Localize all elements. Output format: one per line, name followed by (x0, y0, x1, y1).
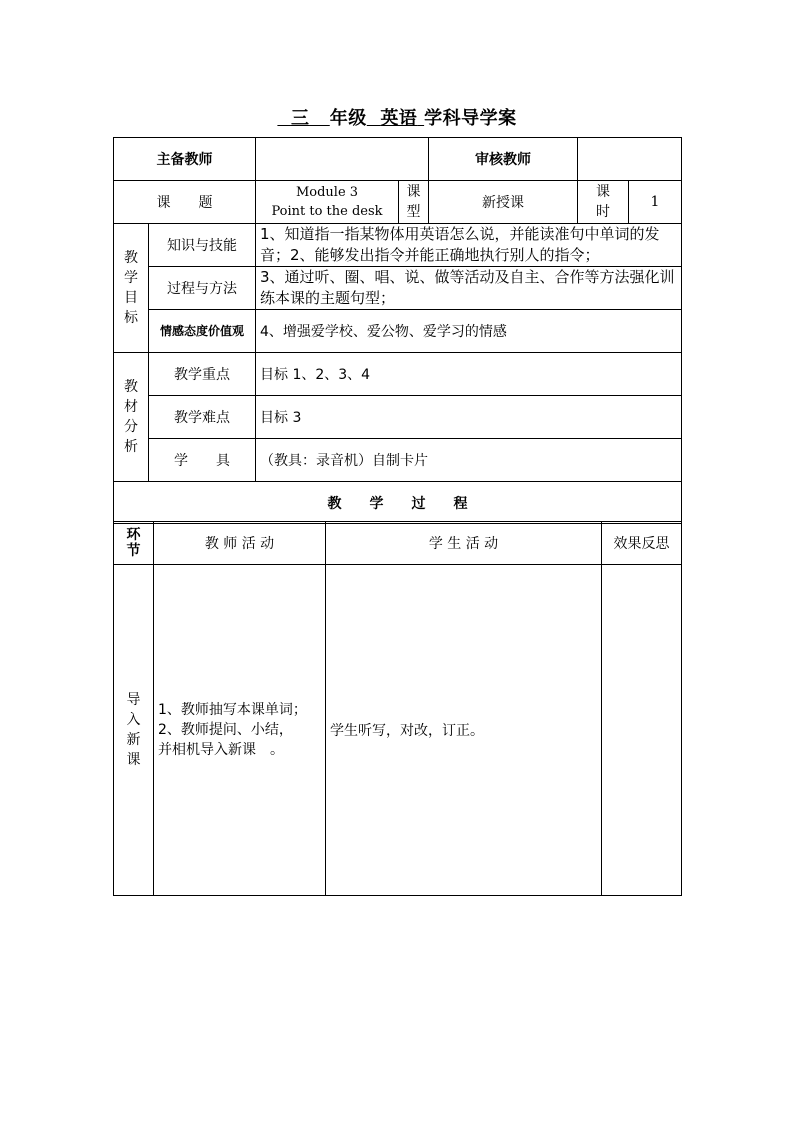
process-heading: 教 学 过 程 (114, 482, 682, 524)
process-row (114, 565, 682, 896)
title-grade-suffix: 年级 (329, 108, 367, 129)
reviewer-label: 审核教师 (429, 138, 578, 181)
teacher-activity: 1、教师抽写本课单词； 2、教师提问、小结， 并相机导入新课 。 (154, 565, 326, 896)
page-title (0, 104, 794, 130)
analysis-label-tools: 学 具 (149, 439, 256, 482)
goal-label-knowledge: 知识与技能 (149, 224, 256, 267)
type-label: 课 型 (399, 181, 429, 224)
topic-line-2: Point to the desk (271, 204, 383, 219)
reviewer-value (578, 138, 682, 181)
periods-label: 课 时 (578, 181, 629, 224)
analysis-text-key: 目标 1、2、3、4 (256, 353, 682, 396)
topic-label: 课 题 (114, 181, 256, 224)
lead-teacher-label: 主备教师 (114, 138, 256, 181)
lead-teacher-value (256, 138, 429, 181)
goals-group-label: 教 学 目 标 (114, 224, 149, 353)
analysis-text-difficulty: 目标 3 (256, 396, 682, 439)
analysis-label-difficulty: 教学难点 (149, 396, 256, 439)
goal-label-process: 过程与方法 (149, 267, 256, 310)
topic-value (256, 181, 399, 224)
title-grade: 三 (290, 108, 310, 129)
type-value: 新授课 (429, 181, 578, 224)
goal-text-process: 3、通过听、圈、唱、说、做等活动及自主、合作等方法强化训练本课的主题句型； (256, 267, 682, 310)
goal-text-knowledge: 1、知道指一指某物体用英语怎么说，并能读准句中单词的发音；2、能够发出指令并能正确地执行别人的指令； (256, 224, 682, 267)
info-table (113, 137, 682, 524)
topic-line-1: Module 3 (295, 185, 359, 200)
student-activity: 学生听写，对改，订正。 (326, 565, 602, 896)
goal-label-attitude: 情感态度价值观 (149, 310, 256, 353)
stage-intro: 导 入 新 课 (114, 565, 154, 896)
col-teacher-header: 教 师 活 动 (154, 522, 326, 565)
reflection (602, 565, 682, 896)
title-suffix: 学科导学案 (424, 108, 517, 129)
col-stage-header: 环 节 (114, 522, 154, 565)
col-student-header: 学 生 活 动 (326, 522, 602, 565)
title-subject: 英语 (380, 108, 418, 129)
analysis-label-key: 教学重点 (149, 353, 256, 396)
goal-text-attitude: 4、增强爱学校、爱公物、爱学习的情感 (256, 310, 682, 353)
col-reflection-header: 效果反思 (602, 522, 682, 565)
periods-value: 1 (629, 181, 682, 224)
analysis-text-tools: （教具：录音机）自制卡片 (256, 439, 682, 482)
analysis-group-label: 教 材 分 析 (114, 353, 149, 482)
process-table (113, 521, 682, 896)
